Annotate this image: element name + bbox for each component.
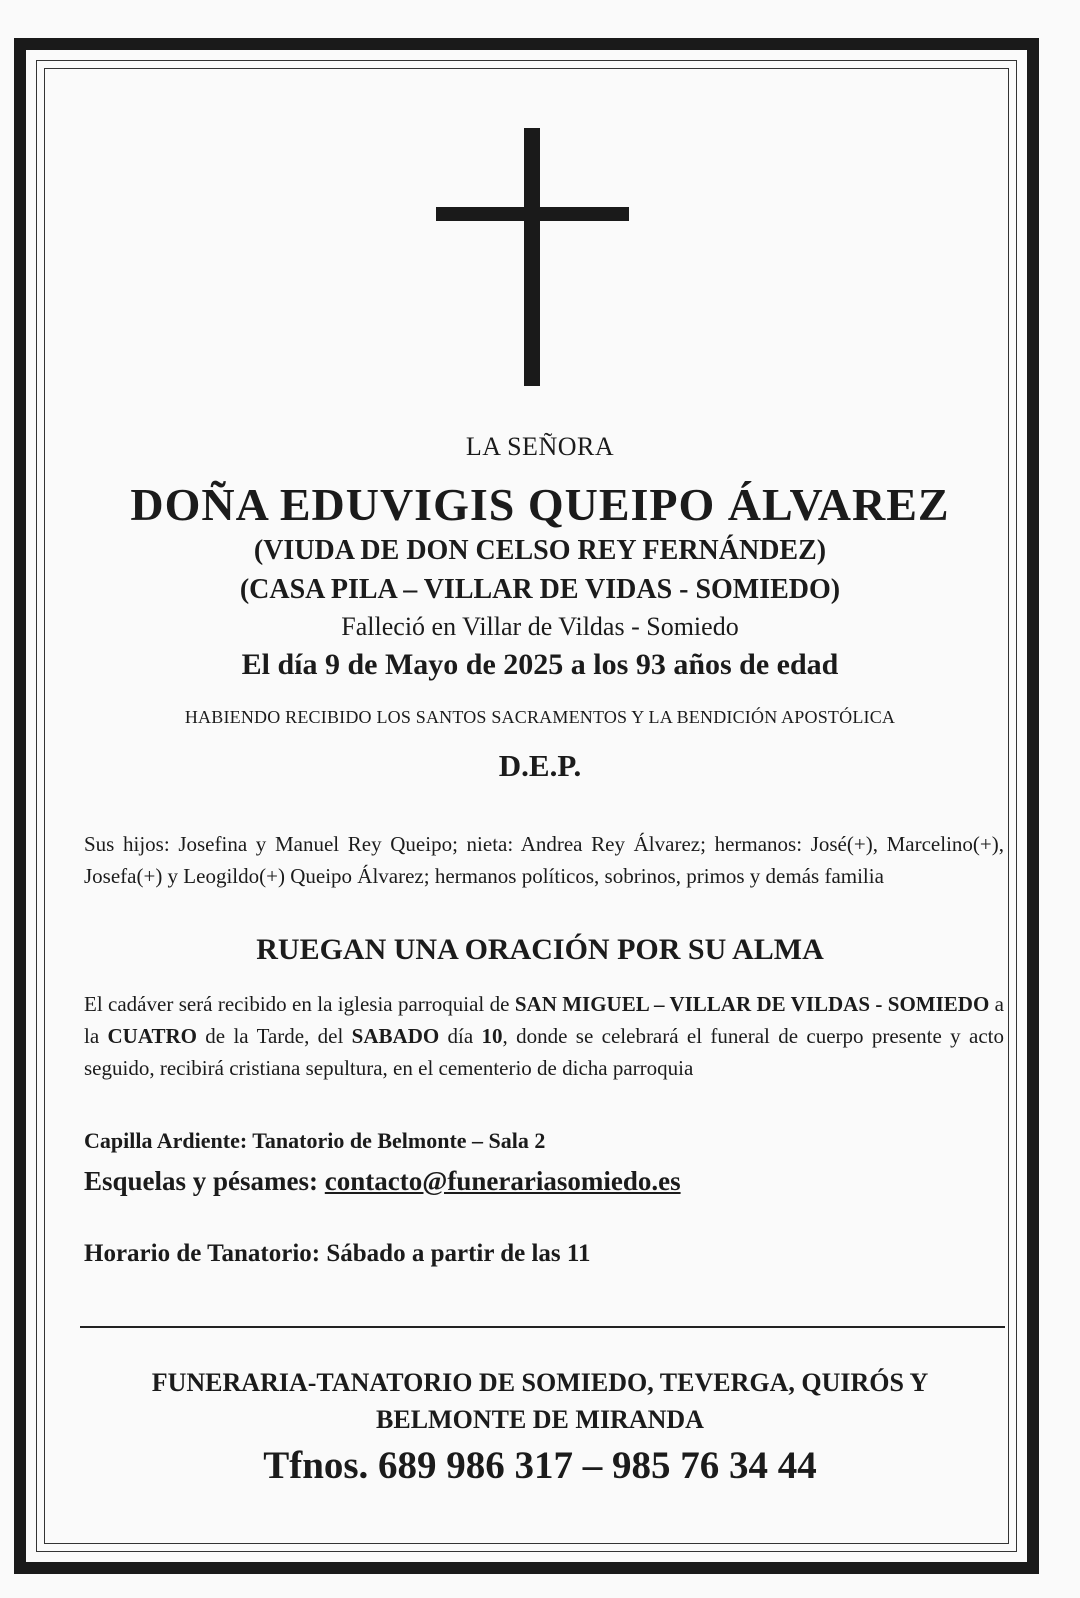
death-date: El día 9 de Mayo de 2025 a los 93 años de edad [241,648,839,681]
funeral-home-name-line2: BELMONTE DE MIRANDA [376,1405,704,1434]
ceremony-text-4: día [439,1024,482,1048]
ceremony-text-3: de la Tarde, del [196,1024,352,1048]
funeral-home-hours: Horario de Tanatorio: Sábado a partir de las 11 [84,1240,591,1267]
ceremony-text-1: El cadáver será recibido en la iglesia parroquial de [84,992,515,1016]
cross-icon-vertical [524,128,540,386]
footer-divider [80,1326,1005,1328]
deceased-name: DOÑA EDUVIGIS QUEIPO ÁLVAREZ [130,479,950,530]
death-place: Falleció en Villar de Vildas - Somiedo [341,612,739,641]
house-location: (CASA PILA – VILLAR DE VIDAS - SOMIEDO) [239,574,841,605]
church-name: SAN MIGUEL – VILLAR DE VILDAS - SOMIEDO [514,992,990,1016]
widow-note: (VIUDA DE DON CELSO REY FERNÁNDEZ) [253,535,827,566]
ceremony-paragraph [84,988,1004,1084]
ceremony-text-2: a la [84,992,1004,1048]
ceremony-text-5: , donde se celebrará el funeral de cuerpo presente y acto seguido, recibirá cristiana sepultura, en el cementerio de dicha parroquia [84,1024,1004,1080]
phone-numbers: Tfnos. 689 986 317 – 985 76 34 44 [263,1444,817,1487]
cross-icon-horizontal [436,207,629,221]
condolences-email-link[interactable]: contacto@funerariasomiedo.es [324,1166,681,1196]
ceremony-day: 10 [481,1024,503,1048]
title-prefix: LA SEÑORA [465,432,615,461]
condolences-label: Esquelas y pésames: [84,1166,325,1196]
chapel-info: Capilla Ardiente: Tanatorio de Belmonte – Sala 2 [84,1128,546,1153]
funeral-home-name-line1: FUNERARIA-TANATORIO DE SOMIEDO, TEVERGA, QUIRÓS Y [151,1368,929,1397]
dep-heading: D.E.P. [498,748,582,783]
ceremony-weekday: SABADO [351,1024,440,1048]
condolences-line [84,1166,681,1197]
prayer-request: RUEGAN UNA ORACIÓN POR SU ALMA [256,933,824,966]
family-paragraph: Sus hijos: Josefina y Manuel Rey Queipo; nieta: Andrea Rey Álvarez; hermanos: José(+), Marcelino(+), Josefa(+) y Leogildo(+) Queipo Álvarez; hermanos políticos, sobrinos, primos y demás familia [84,832,1004,888]
sacraments-line: HABIENDO RECIBIDO LOS SANTOS SACRAMENTOS Y LA BENDICIÓN APOSTÓLICA [184,707,896,727]
ceremony-hour: CUATRO [107,1024,197,1048]
